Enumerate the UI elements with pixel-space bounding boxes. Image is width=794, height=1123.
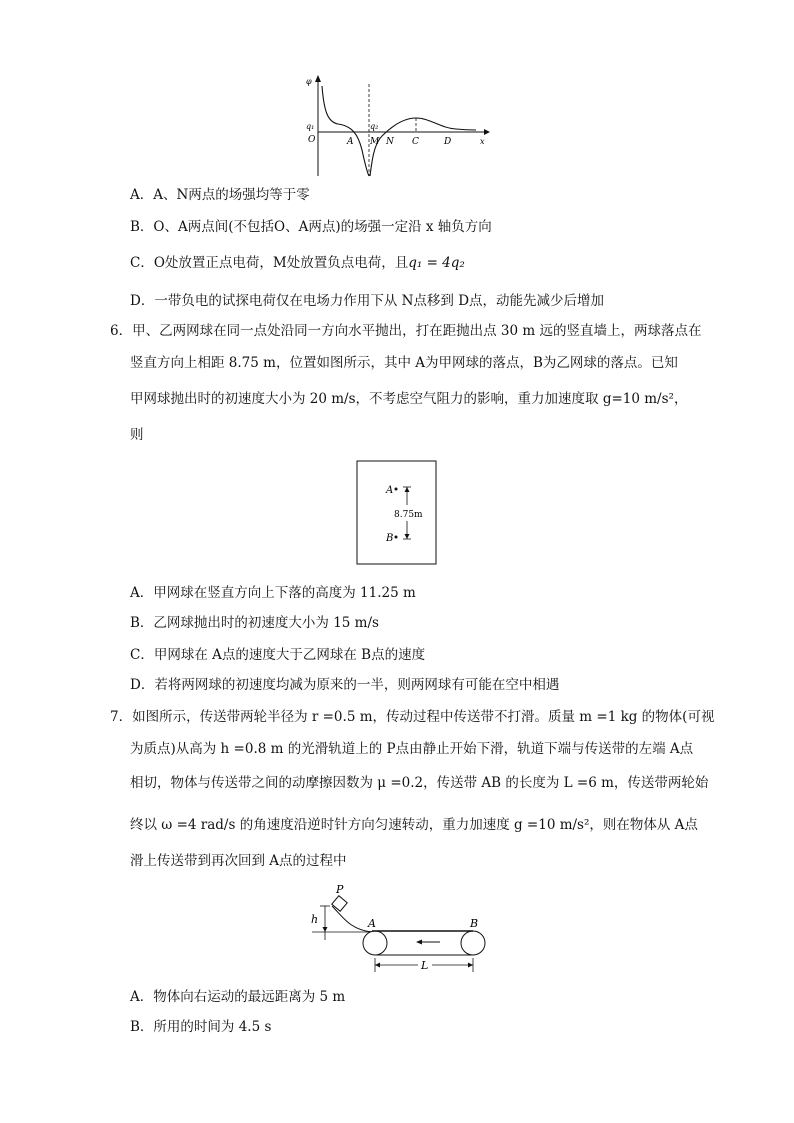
graph-label-o: O	[308, 135, 316, 145]
problem7-stem-line3: 相切，物体与传送带之间的动摩擦因数为 μ =0.2，传送带 AB 的长度为 L =6 m，传送带两轮始	[130, 775, 709, 791]
graph-label-n: N	[386, 137, 394, 147]
wall-dim-arrow-up	[405, 487, 410, 492]
wall-point-a-label: A	[386, 485, 394, 496]
problem6-stem-line1: 6．甲、乙两网球在同一点处沿同一方向水平抛出，打在距抛出点 30 m 远的竖直墙上，两球落点在	[110, 323, 702, 339]
problem5-option-d: D．一带负电的试探电荷仅在电场力作用下从 N点移到 D点，动能先减少后增加	[130, 293, 605, 309]
point-p-label: P	[336, 883, 344, 896]
block-p	[332, 896, 347, 911]
graph-label-m: M	[370, 137, 380, 147]
wall-point-b-label: B	[386, 533, 394, 544]
problem6-option-c: C．甲网球在 A点的速度大于乙网球在 B点的速度	[130, 647, 426, 663]
graph-label-phi: φ	[306, 77, 312, 86]
problem5-option-b: B．O、A两点间(不包括O、A两点)的场强一定沿 x 轴负方向	[130, 219, 492, 235]
problem5-option-a: A．A、N两点的场强均等于零	[130, 187, 310, 203]
graph-label-x: x	[480, 137, 485, 146]
graph-label-q1: q₁	[306, 122, 315, 131]
problem7-option-b: B．所用的时间为 4.5 s	[130, 1019, 272, 1035]
right-wheel	[461, 931, 485, 955]
conveyor-figure	[306, 880, 502, 976]
graph-label-d: D	[444, 137, 452, 147]
wall-point-b	[395, 536, 398, 539]
length-arrow-left	[375, 963, 380, 968]
potential-curve-right	[370, 118, 476, 176]
problem7-stem-line1: 7．如图所示，传送带两轮半径为 r =0.5 m，传动过程中传送带不打滑。质量 m =1 kg 的物体(可视	[110, 709, 715, 725]
potential-graph-figure	[300, 72, 490, 180]
graph-label-q2: q₂	[370, 122, 379, 131]
problem6-stem-line4: 则	[130, 427, 144, 443]
problem5-option-c-text: C．O处放置正点电荷，M处放置负点电荷，且	[130, 255, 409, 271]
belt-direction-arrowhead	[416, 940, 422, 945]
problem6-stem-line3: 甲网球抛出时的初速度大小为 20 m/s，不考虑空气阻力的影响，重力加速度取 g=10 m/s²，	[130, 391, 688, 407]
problem5-option-c-formula: q₁ = 4q₂	[408, 255, 465, 271]
left-wheel	[363, 931, 387, 955]
problem6-option-d: D．若将两网球的初速度均减为原来的一半，则两网球有可能在空中相遇	[130, 677, 560, 693]
length-arrow-right	[468, 963, 473, 968]
wall-distance-label: 8.75m	[394, 510, 423, 520]
problem7-stem-line5: 滑上传送带到再次回到 A点的过程中	[130, 853, 347, 869]
potential-curve-left	[322, 86, 369, 176]
problem6-stem-line2: 竖直方向上相距 8.75 m，位置如图所示，其中 A为甲网球的落点，B为乙网球的落点。已知	[130, 355, 678, 371]
point-a-label: A	[368, 917, 376, 930]
graph-label-a: A	[347, 137, 354, 147]
problem6-option-b: B．乙网球抛出时的初速度大小为 15 m/s	[130, 615, 379, 631]
phi-axis-arrow	[315, 75, 321, 82]
problem5-option-c	[130, 254, 465, 272]
point-b-label: B	[470, 917, 479, 930]
wall-figure	[356, 460, 438, 566]
wall-point-a	[395, 488, 398, 491]
graph-label-c: C	[412, 137, 419, 147]
problem6-option-a: A．甲网球在竖直方向上下落的高度为 11.25 m	[130, 585, 416, 601]
x-axis-arrow	[484, 129, 490, 135]
height-label-h: h	[311, 913, 319, 926]
length-label-l: L	[421, 959, 429, 972]
height-dim-arrow	[323, 927, 328, 932]
wall-dim-arrow-down	[405, 534, 410, 539]
problem7-stem-line4: 终以 ω =4 rad/s 的角速度沿逆时针方向匀速转动，重力加速度 g =10 m/s²，则在物体从 A点	[130, 817, 698, 833]
problem7-option-a: A．物体向右运动的最远距离为 5 m	[130, 989, 346, 1005]
problem7-stem-line2: 为质点)从高为 h =0.8 m 的光滑轨道上的 P点由静止开始下滑，轨道下端与传送带的左端 A点	[130, 741, 694, 757]
